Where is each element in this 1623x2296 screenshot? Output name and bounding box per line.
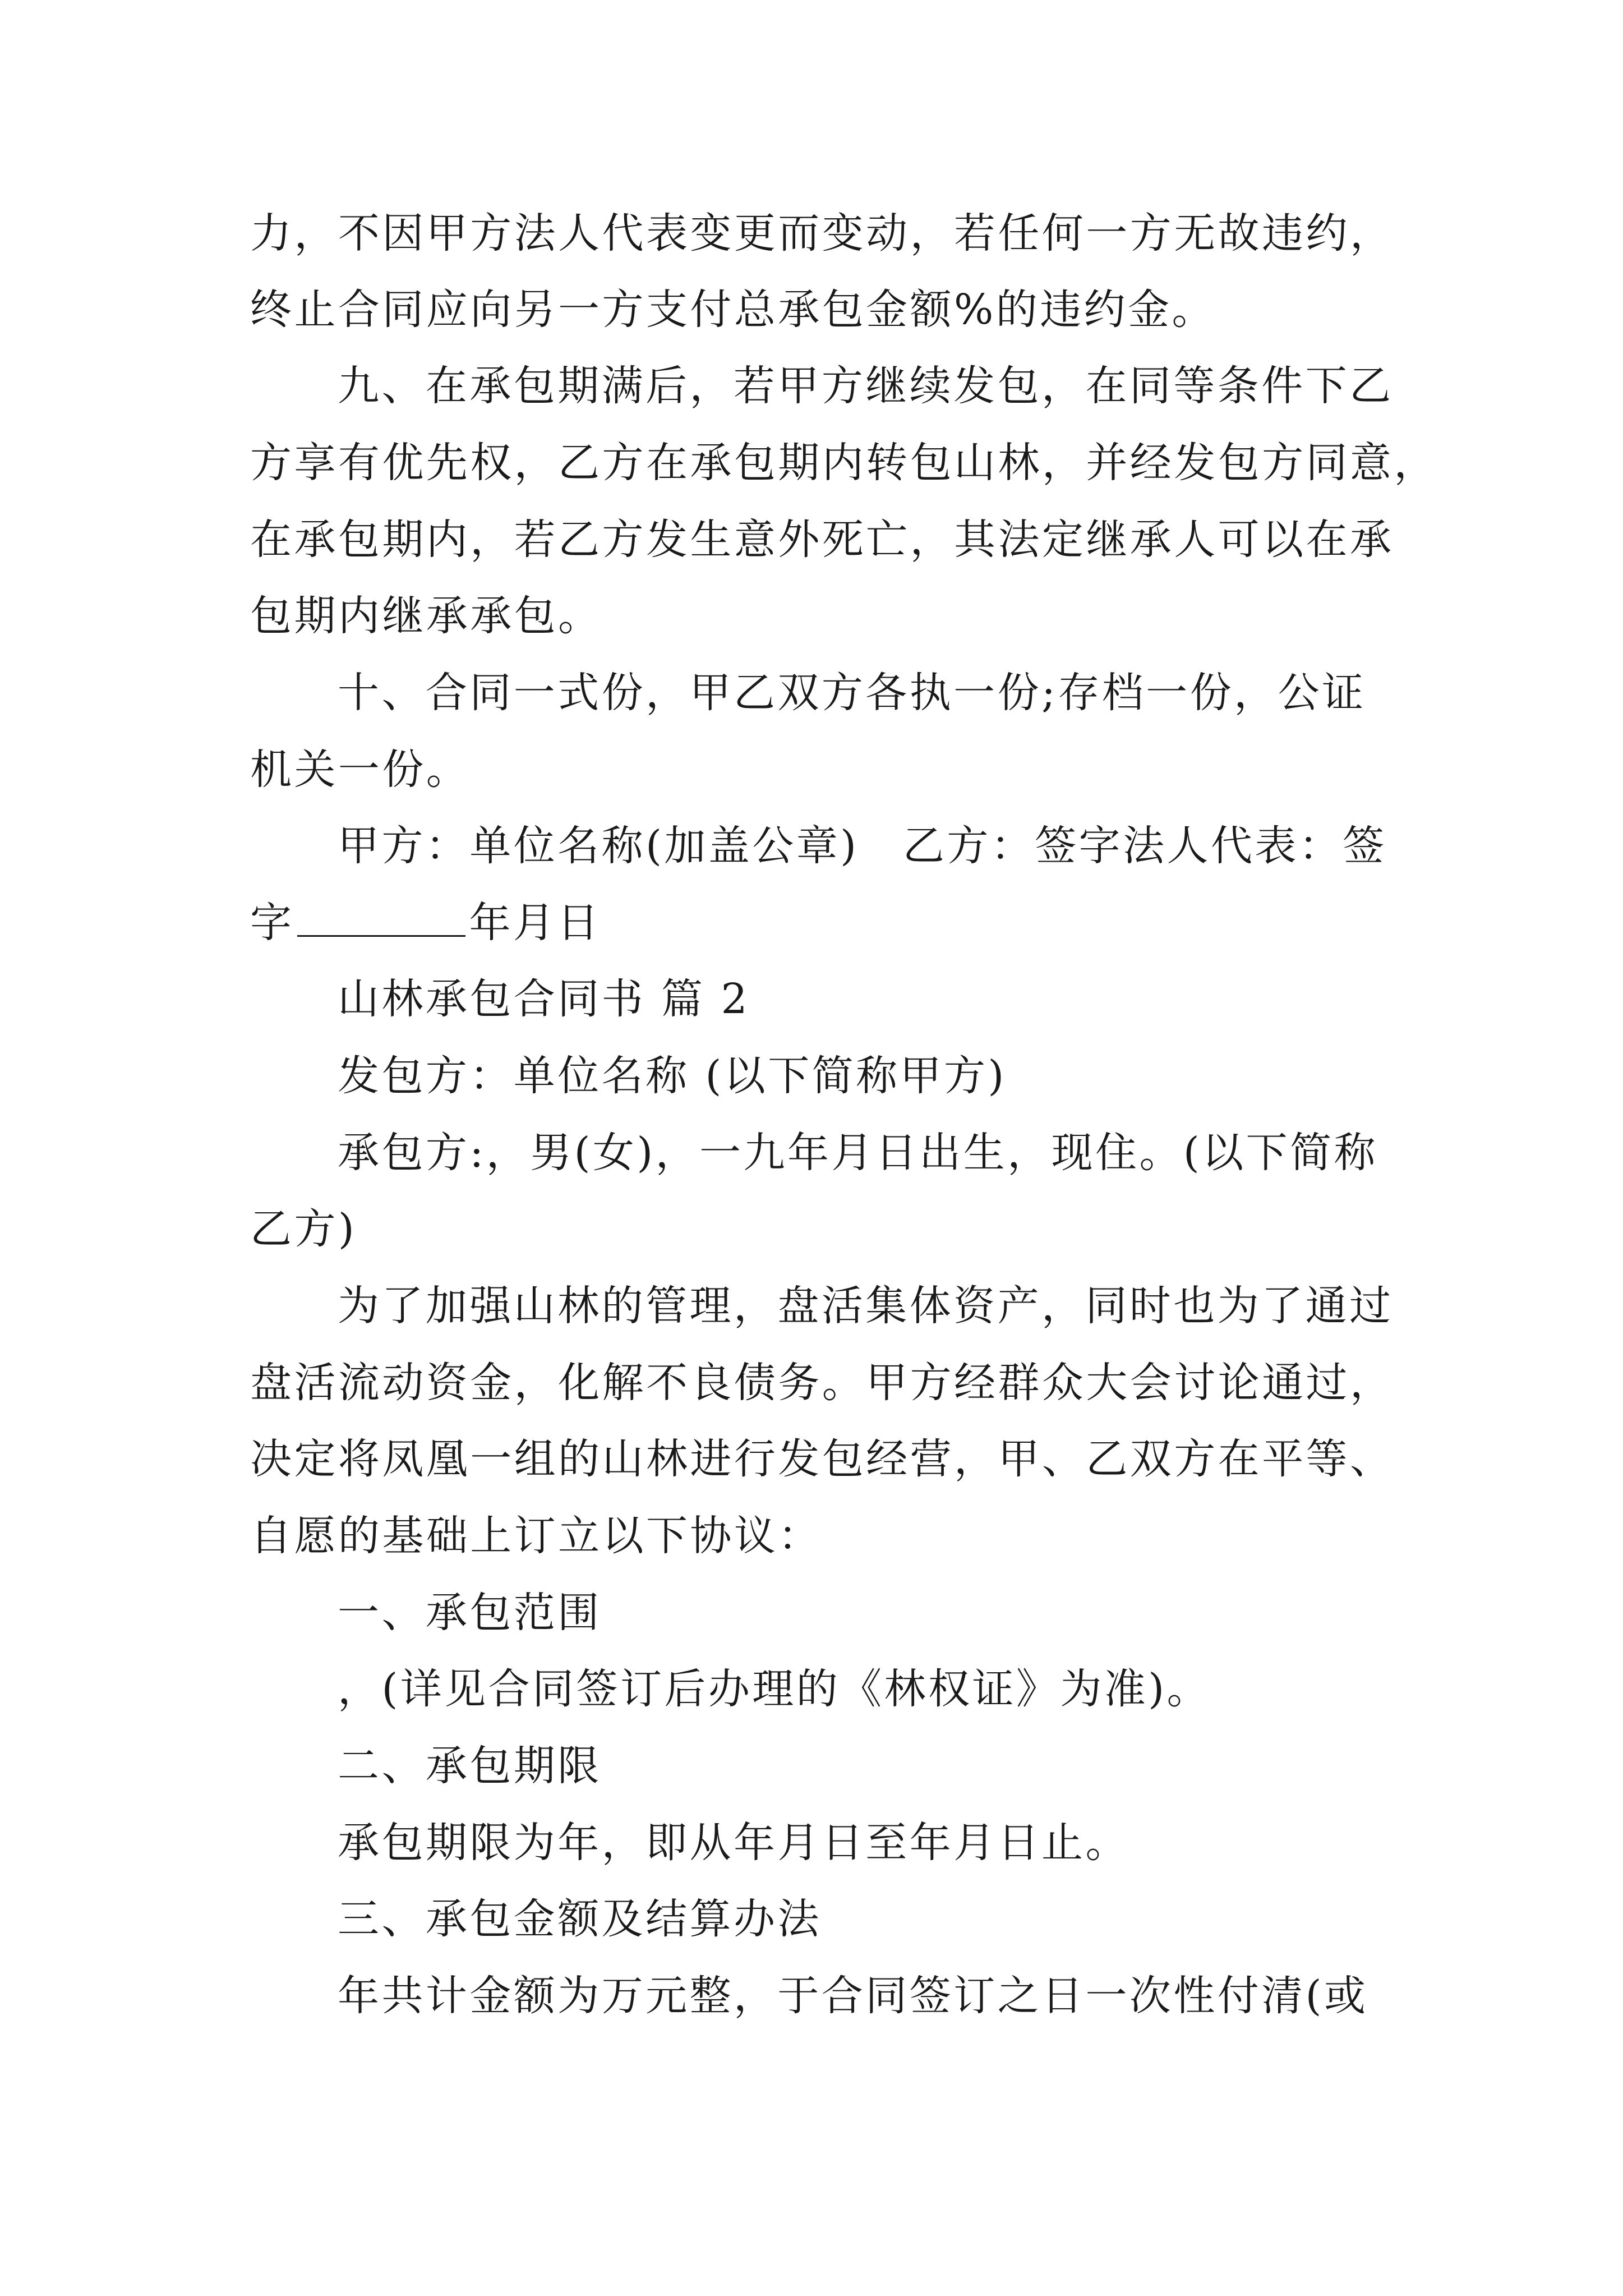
date-label: 年月日 <box>469 899 601 947</box>
paragraph-line: 力，不因甲方法人代表变更而变动，若任何一方无故违约， <box>250 209 1394 257</box>
clause-heading: 一、承包范围 <box>338 1589 602 1637</box>
paragraph-line: 终止合同应向另一方支付总承包金额%的违约金。 <box>250 286 1216 334</box>
clause-heading: 二、承包期限 <box>338 1742 602 1790</box>
paragraph-line: 十、合同一式份，甲乙双方各执一份;存档一份，公证 <box>338 669 1366 717</box>
paragraph-line: 九、在承包期满后，若甲方继续发包，在同等条件下乙 <box>338 362 1394 410</box>
paragraph-line: 方享有优先权，乙方在承包期内转包山林，并经发包方同意， <box>250 439 1438 487</box>
paragraph-line: 发包方：单位名称 (以下简称甲方) <box>338 1052 1007 1100</box>
paragraph-line: 盘活流动资金，化解不良债务。甲方经群众大会讨论通过， <box>250 1359 1394 1407</box>
paragraph-line: ，(详见合同签订后办理的《林权证》为准)。 <box>338 1665 1211 1713</box>
signature-line: 甲方：单位名称(加盖公章) 乙方：签字法人代表：签 <box>338 822 1387 870</box>
paragraph-line: 乙方) <box>250 1205 357 1253</box>
paragraph-line: 承包方:，男(女)，一九年月日出生，现住。(以下简称 <box>338 1129 1378 1177</box>
paragraph-line: 年共计金额为万元整，于合同签订之日一次性付清(或 <box>338 1972 1368 2020</box>
paragraph-line: 承包期限为年，即从年月日至年月日止。 <box>338 1819 1129 1867</box>
signature-blank <box>297 901 465 937</box>
sign-label: 字 <box>250 899 294 947</box>
paragraph-line: 机关一份。 <box>250 746 471 794</box>
paragraph-line: 为了加强山林的管理，盘活集体资产，同时也为了通过 <box>338 1282 1394 1330</box>
section-title: 山林承包合同书 篇 2 <box>338 975 750 1023</box>
paragraph-line: 包期内继承承包。 <box>250 592 602 640</box>
clause-heading: 三、承包金额及结算办法 <box>338 1895 822 1943</box>
paragraph-line: 在承包期内，若乙方发生意外死亡，其法定继承人可以在承 <box>250 516 1394 564</box>
signature-date-line <box>250 895 601 951</box>
paragraph-line: 自愿的基础上订立以下协议： <box>250 1512 822 1560</box>
paragraph-line: 决定将凤凰一组的山林进行发包经营，甲、乙双方在平等、 <box>250 1435 1394 1483</box>
